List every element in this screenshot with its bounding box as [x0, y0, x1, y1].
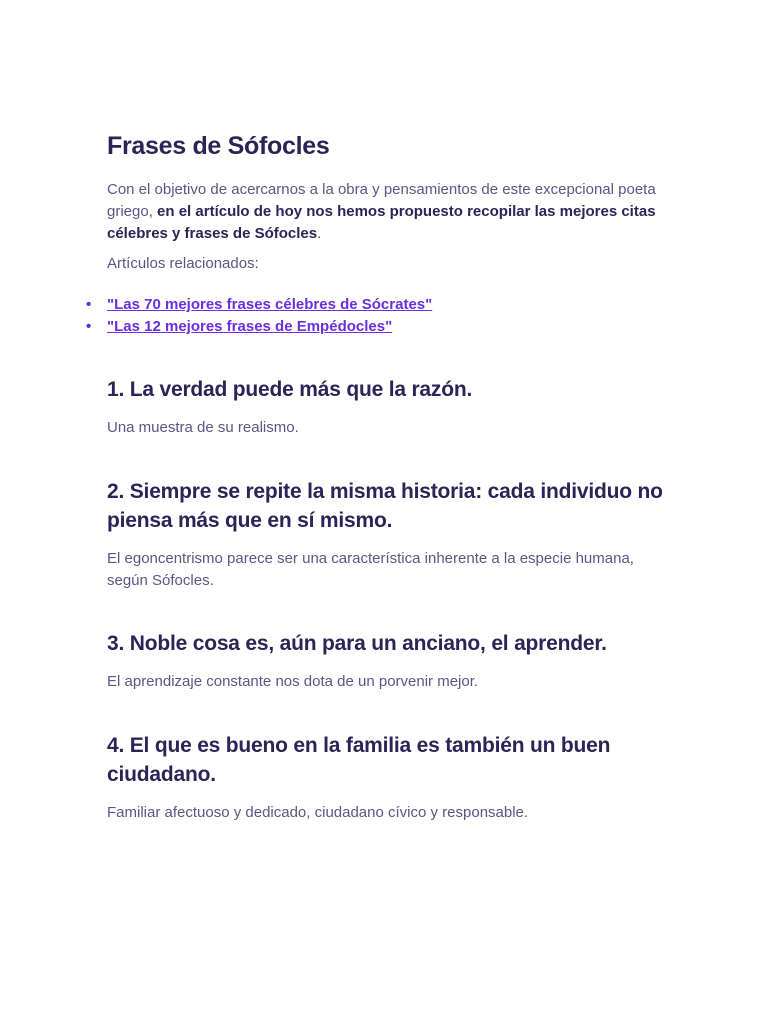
bullet-icon: • — [86, 318, 92, 335]
intro-bold-text: en el artículo de hoy nos hemos propuesto recopilar las mejores citas célebres y frases de Sófocles — [107, 203, 656, 242]
related-articles-label: Artículos relacionados: — [107, 255, 259, 272]
intro-text: Con el objetivo de acercarnos a la obra y pensamientos de este excepcional poeta griego, — [107, 181, 656, 220]
quote-comment: Una muestra de su realismo. — [107, 419, 299, 436]
intro-period: . — [317, 225, 322, 242]
related-link-empedocles[interactable]: "Las 12 mejores frases de Empédocles" — [107, 318, 393, 335]
quote-heading: 2. Siempre se repite la misma historia: cada individuo no piensa más que en sí mismo. — [107, 480, 663, 532]
quote-heading: 1. La verdad puede más que la razón. — [107, 378, 473, 401]
quote-section — [107, 477, 667, 592]
quote-heading: 3. Noble cosa es, aún para un anciano, el aprender. — [107, 632, 607, 655]
bullet-icon: • — [86, 296, 92, 313]
intro-paragraph — [107, 179, 667, 245]
article — [86, 128, 667, 824]
quote-comment: Familiar afectuoso y dedicado, ciudadano cívico y responsable. — [107, 804, 529, 821]
quote-section — [107, 375, 667, 439]
related-articles-list — [86, 294, 667, 338]
quote-section — [107, 629, 667, 693]
page-title: Frases de Sófocles — [107, 132, 330, 160]
list-item — [86, 316, 667, 338]
quote-comment: El egoncentrismo parece ser una característica inherente a la especie humana, según Sófocles. — [107, 550, 634, 589]
quote-section — [107, 731, 667, 824]
quote-comment: El aprendizaje constante nos dota de un porvenir mejor. — [107, 673, 479, 690]
quote-heading: 4. El que es bueno en la familia es también un buen ciudadano. — [107, 734, 611, 786]
list-item — [86, 294, 667, 316]
related-link-socrates[interactable]: "Las 70 mejores frases célebres de Sócrates" — [107, 296, 433, 313]
